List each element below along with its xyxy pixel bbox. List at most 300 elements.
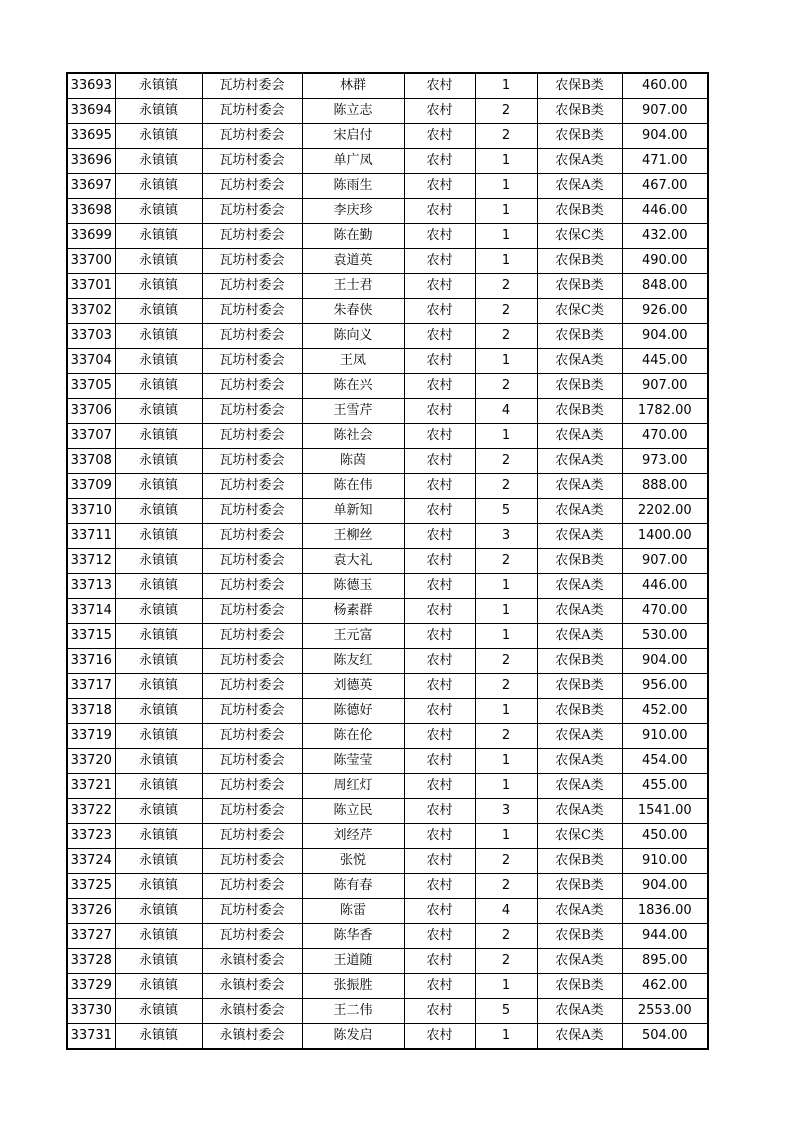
person-name-cell: 陈在兴 xyxy=(302,374,404,399)
record-id-cell: 33714 xyxy=(67,599,115,624)
record-id-cell: 33720 xyxy=(67,749,115,774)
household-count-cell: 1 xyxy=(475,1024,537,1050)
records-table xyxy=(66,72,709,1050)
village-committee-cell: 永镇村委会 xyxy=(202,949,302,974)
area-type-cell: 农村 xyxy=(404,249,475,274)
area-type-cell: 农村 xyxy=(404,324,475,349)
town-cell: 永镇镇 xyxy=(115,874,202,899)
town-cell: 永镇镇 xyxy=(115,99,202,124)
person-name-cell: 刘德英 xyxy=(302,674,404,699)
amount-cell: 530.00 xyxy=(622,624,708,649)
table-row xyxy=(67,449,708,474)
person-name-cell: 朱春侠 xyxy=(302,299,404,324)
insurance-category-cell: 农保A类 xyxy=(537,724,622,749)
amount-cell: 455.00 xyxy=(622,774,708,799)
village-committee-cell: 瓦坊村委会 xyxy=(202,99,302,124)
town-cell: 永镇镇 xyxy=(115,149,202,174)
household-count-cell: 1 xyxy=(475,974,537,999)
amount-cell: 910.00 xyxy=(622,849,708,874)
town-cell: 永镇镇 xyxy=(115,199,202,224)
amount-cell: 462.00 xyxy=(622,974,708,999)
insurance-category-cell: 农保A类 xyxy=(537,474,622,499)
record-id-cell: 33702 xyxy=(67,299,115,324)
area-type-cell: 农村 xyxy=(404,674,475,699)
amount-cell: 470.00 xyxy=(622,424,708,449)
area-type-cell: 农村 xyxy=(404,474,475,499)
area-type-cell: 农村 xyxy=(404,499,475,524)
village-committee-cell: 瓦坊村委会 xyxy=(202,474,302,499)
table-row xyxy=(67,524,708,549)
town-cell: 永镇镇 xyxy=(115,649,202,674)
amount-cell: 1400.00 xyxy=(622,524,708,549)
record-id-cell: 33721 xyxy=(67,774,115,799)
area-type-cell: 农村 xyxy=(404,374,475,399)
village-committee-cell: 瓦坊村委会 xyxy=(202,524,302,549)
insurance-category-cell: 农保A类 xyxy=(537,524,622,549)
person-name-cell: 陈社会 xyxy=(302,424,404,449)
amount-cell: 446.00 xyxy=(622,199,708,224)
person-name-cell: 陈友红 xyxy=(302,649,404,674)
household-count-cell: 1 xyxy=(475,174,537,199)
area-type-cell: 农村 xyxy=(404,574,475,599)
town-cell: 永镇镇 xyxy=(115,974,202,999)
person-name-cell: 王士君 xyxy=(302,274,404,299)
area-type-cell: 农村 xyxy=(404,524,475,549)
village-committee-cell: 瓦坊村委会 xyxy=(202,799,302,824)
area-type-cell: 农村 xyxy=(404,749,475,774)
village-committee-cell: 瓦坊村委会 xyxy=(202,274,302,299)
town-cell: 永镇镇 xyxy=(115,73,202,99)
record-id-cell: 33723 xyxy=(67,824,115,849)
household-count-cell: 1 xyxy=(475,249,537,274)
person-name-cell: 王二伟 xyxy=(302,999,404,1024)
amount-cell: 446.00 xyxy=(622,574,708,599)
area-type-cell: 农村 xyxy=(404,849,475,874)
amount-cell: 452.00 xyxy=(622,699,708,724)
record-id-cell: 33698 xyxy=(67,199,115,224)
amount-cell: 1782.00 xyxy=(622,399,708,424)
household-count-cell: 2 xyxy=(475,724,537,749)
household-count-cell: 1 xyxy=(475,774,537,799)
household-count-cell: 5 xyxy=(475,499,537,524)
record-id-cell: 33730 xyxy=(67,999,115,1024)
area-type-cell: 农村 xyxy=(404,949,475,974)
table-row xyxy=(67,499,708,524)
household-count-cell: 2 xyxy=(475,99,537,124)
household-count-cell: 2 xyxy=(475,124,537,149)
record-id-cell: 33713 xyxy=(67,574,115,599)
person-name-cell: 王雪芹 xyxy=(302,399,404,424)
table-row xyxy=(67,924,708,949)
household-count-cell: 2 xyxy=(475,674,537,699)
town-cell: 永镇镇 xyxy=(115,499,202,524)
amount-cell: 944.00 xyxy=(622,924,708,949)
insurance-category-cell: 农保B类 xyxy=(537,374,622,399)
person-name-cell: 张悦 xyxy=(302,849,404,874)
insurance-category-cell: 农保B类 xyxy=(537,249,622,274)
town-cell: 永镇镇 xyxy=(115,599,202,624)
amount-cell: 910.00 xyxy=(622,724,708,749)
insurance-category-cell: 农保A类 xyxy=(537,599,622,624)
record-id-cell: 33718 xyxy=(67,699,115,724)
insurance-category-cell: 农保B类 xyxy=(537,399,622,424)
record-id-cell: 33704 xyxy=(67,349,115,374)
household-count-cell: 2 xyxy=(475,324,537,349)
person-name-cell: 陈茵 xyxy=(302,449,404,474)
area-type-cell: 农村 xyxy=(404,899,475,924)
household-count-cell: 2 xyxy=(475,549,537,574)
amount-cell: 904.00 xyxy=(622,649,708,674)
insurance-category-cell: 农保C类 xyxy=(537,224,622,249)
record-id-cell: 33715 xyxy=(67,624,115,649)
person-name-cell: 陈雷 xyxy=(302,899,404,924)
person-name-cell: 陈在伟 xyxy=(302,474,404,499)
record-id-cell: 33717 xyxy=(67,674,115,699)
insurance-category-cell: 农保A类 xyxy=(537,149,622,174)
household-count-cell: 1 xyxy=(475,224,537,249)
town-cell: 永镇镇 xyxy=(115,899,202,924)
village-committee-cell: 瓦坊村委会 xyxy=(202,824,302,849)
person-name-cell: 袁大礼 xyxy=(302,549,404,574)
amount-cell: 907.00 xyxy=(622,374,708,399)
area-type-cell: 农村 xyxy=(404,699,475,724)
insurance-category-cell: 农保C类 xyxy=(537,824,622,849)
insurance-category-cell: 农保A类 xyxy=(537,574,622,599)
household-count-cell: 1 xyxy=(475,349,537,374)
town-cell: 永镇镇 xyxy=(115,724,202,749)
amount-cell: 973.00 xyxy=(622,449,708,474)
household-count-cell: 2 xyxy=(475,474,537,499)
person-name-cell: 陈莹莹 xyxy=(302,749,404,774)
household-count-cell: 2 xyxy=(475,874,537,899)
amount-cell: 470.00 xyxy=(622,599,708,624)
table-row xyxy=(67,649,708,674)
person-name-cell: 刘经芹 xyxy=(302,824,404,849)
record-id-cell: 33701 xyxy=(67,274,115,299)
person-name-cell: 王道随 xyxy=(302,949,404,974)
area-type-cell: 农村 xyxy=(404,299,475,324)
village-committee-cell: 瓦坊村委会 xyxy=(202,674,302,699)
amount-cell: 956.00 xyxy=(622,674,708,699)
table-row xyxy=(67,324,708,349)
table-row xyxy=(67,73,708,99)
table-row xyxy=(67,424,708,449)
village-committee-cell: 瓦坊村委会 xyxy=(202,699,302,724)
household-count-cell: 1 xyxy=(475,624,537,649)
amount-cell: 490.00 xyxy=(622,249,708,274)
household-count-cell: 2 xyxy=(475,949,537,974)
town-cell: 永镇镇 xyxy=(115,374,202,399)
area-type-cell: 农村 xyxy=(404,174,475,199)
insurance-category-cell: 农保B类 xyxy=(537,324,622,349)
village-committee-cell: 永镇村委会 xyxy=(202,974,302,999)
person-name-cell: 陈向义 xyxy=(302,324,404,349)
insurance-category-cell: 农保A类 xyxy=(537,449,622,474)
table-row xyxy=(67,399,708,424)
insurance-category-cell: 农保A类 xyxy=(537,499,622,524)
amount-cell: 848.00 xyxy=(622,274,708,299)
household-count-cell: 2 xyxy=(475,374,537,399)
area-type-cell: 农村 xyxy=(404,874,475,899)
area-type-cell: 农村 xyxy=(404,799,475,824)
insurance-category-cell: 农保B类 xyxy=(537,124,622,149)
village-committee-cell: 瓦坊村委会 xyxy=(202,724,302,749)
person-name-cell: 王柳丝 xyxy=(302,524,404,549)
table-row xyxy=(67,999,708,1024)
village-committee-cell: 瓦坊村委会 xyxy=(202,499,302,524)
amount-cell: 471.00 xyxy=(622,149,708,174)
town-cell: 永镇镇 xyxy=(115,749,202,774)
record-id-cell: 33727 xyxy=(67,924,115,949)
area-type-cell: 农村 xyxy=(404,624,475,649)
record-id-cell: 33693 xyxy=(67,73,115,99)
village-committee-cell: 瓦坊村委会 xyxy=(202,574,302,599)
insurance-category-cell: 农保A类 xyxy=(537,749,622,774)
amount-cell: 504.00 xyxy=(622,1024,708,1050)
household-count-cell: 1 xyxy=(475,424,537,449)
town-cell: 永镇镇 xyxy=(115,674,202,699)
area-type-cell: 农村 xyxy=(404,824,475,849)
insurance-category-cell: 农保A类 xyxy=(537,999,622,1024)
area-type-cell: 农村 xyxy=(404,449,475,474)
person-name-cell: 周红灯 xyxy=(302,774,404,799)
table-row xyxy=(67,199,708,224)
person-name-cell: 陈华香 xyxy=(302,924,404,949)
town-cell: 永镇镇 xyxy=(115,824,202,849)
table-row xyxy=(67,349,708,374)
town-cell: 永镇镇 xyxy=(115,774,202,799)
household-count-cell: 2 xyxy=(475,649,537,674)
area-type-cell: 农村 xyxy=(404,974,475,999)
area-type-cell: 农村 xyxy=(404,149,475,174)
record-id-cell: 33726 xyxy=(67,899,115,924)
record-id-cell: 33709 xyxy=(67,474,115,499)
town-cell: 永镇镇 xyxy=(115,124,202,149)
village-committee-cell: 瓦坊村委会 xyxy=(202,599,302,624)
insurance-category-cell: 农保B类 xyxy=(537,674,622,699)
record-id-cell: 33711 xyxy=(67,524,115,549)
village-committee-cell: 瓦坊村委会 xyxy=(202,624,302,649)
town-cell: 永镇镇 xyxy=(115,849,202,874)
town-cell: 永镇镇 xyxy=(115,424,202,449)
village-committee-cell: 瓦坊村委会 xyxy=(202,899,302,924)
town-cell: 永镇镇 xyxy=(115,324,202,349)
table-row xyxy=(67,724,708,749)
village-committee-cell: 瓦坊村委会 xyxy=(202,224,302,249)
amount-cell: 1836.00 xyxy=(622,899,708,924)
amount-cell: 454.00 xyxy=(622,749,708,774)
insurance-category-cell: 农保A类 xyxy=(537,1024,622,1050)
amount-cell: 926.00 xyxy=(622,299,708,324)
village-committee-cell: 瓦坊村委会 xyxy=(202,774,302,799)
table-row xyxy=(67,674,708,699)
area-type-cell: 农村 xyxy=(404,73,475,99)
table-row xyxy=(67,274,708,299)
table-row xyxy=(67,899,708,924)
person-name-cell: 陈德玉 xyxy=(302,574,404,599)
record-id-cell: 33712 xyxy=(67,549,115,574)
village-committee-cell: 瓦坊村委会 xyxy=(202,374,302,399)
record-id-cell: 33710 xyxy=(67,499,115,524)
area-type-cell: 农村 xyxy=(404,1024,475,1050)
village-committee-cell: 瓦坊村委会 xyxy=(202,299,302,324)
insurance-category-cell: 农保A类 xyxy=(537,349,622,374)
record-id-cell: 33705 xyxy=(67,374,115,399)
amount-cell: 467.00 xyxy=(622,174,708,199)
record-id-cell: 33728 xyxy=(67,949,115,974)
person-name-cell: 单新知 xyxy=(302,499,404,524)
record-id-cell: 33700 xyxy=(67,249,115,274)
village-committee-cell: 瓦坊村委会 xyxy=(202,249,302,274)
town-cell: 永镇镇 xyxy=(115,249,202,274)
town-cell: 永镇镇 xyxy=(115,399,202,424)
table-row xyxy=(67,949,708,974)
town-cell: 永镇镇 xyxy=(115,1024,202,1050)
insurance-category-cell: 农保B类 xyxy=(537,274,622,299)
amount-cell: 904.00 xyxy=(622,874,708,899)
person-name-cell: 陈有春 xyxy=(302,874,404,899)
table-row xyxy=(67,124,708,149)
household-count-cell: 5 xyxy=(475,999,537,1024)
amount-cell: 907.00 xyxy=(622,549,708,574)
town-cell: 永镇镇 xyxy=(115,924,202,949)
table-row xyxy=(67,824,708,849)
area-type-cell: 农村 xyxy=(404,224,475,249)
village-committee-cell: 瓦坊村委会 xyxy=(202,424,302,449)
record-id-cell: 33706 xyxy=(67,399,115,424)
household-count-cell: 1 xyxy=(475,599,537,624)
area-type-cell: 农村 xyxy=(404,649,475,674)
insurance-category-cell: 农保A类 xyxy=(537,624,622,649)
area-type-cell: 农村 xyxy=(404,424,475,449)
household-count-cell: 1 xyxy=(475,199,537,224)
household-count-cell: 2 xyxy=(475,849,537,874)
village-committee-cell: 瓦坊村委会 xyxy=(202,399,302,424)
table-row xyxy=(67,224,708,249)
table-row xyxy=(67,99,708,124)
amount-cell: 904.00 xyxy=(622,124,708,149)
insurance-category-cell: 农保B类 xyxy=(537,874,622,899)
record-id-cell: 33707 xyxy=(67,424,115,449)
town-cell: 永镇镇 xyxy=(115,299,202,324)
table-row xyxy=(67,174,708,199)
record-id-cell: 33708 xyxy=(67,449,115,474)
village-committee-cell: 永镇村委会 xyxy=(202,999,302,1024)
household-count-cell: 1 xyxy=(475,824,537,849)
record-id-cell: 33731 xyxy=(67,1024,115,1050)
household-count-cell: 2 xyxy=(475,274,537,299)
insurance-category-cell: 农保B类 xyxy=(537,549,622,574)
table-row xyxy=(67,699,708,724)
area-type-cell: 农村 xyxy=(404,274,475,299)
table-row xyxy=(67,1024,708,1050)
village-committee-cell: 瓦坊村委会 xyxy=(202,749,302,774)
table-row xyxy=(67,149,708,174)
person-name-cell: 宋启付 xyxy=(302,124,404,149)
table-row xyxy=(67,774,708,799)
table-row xyxy=(67,474,708,499)
village-committee-cell: 瓦坊村委会 xyxy=(202,124,302,149)
town-cell: 永镇镇 xyxy=(115,949,202,974)
insurance-category-cell: 农保B类 xyxy=(537,924,622,949)
village-committee-cell: 瓦坊村委会 xyxy=(202,874,302,899)
record-id-cell: 33722 xyxy=(67,799,115,824)
town-cell: 永镇镇 xyxy=(115,349,202,374)
village-committee-cell: 永镇村委会 xyxy=(202,1024,302,1050)
table-row xyxy=(67,299,708,324)
town-cell: 永镇镇 xyxy=(115,549,202,574)
table-row xyxy=(67,249,708,274)
area-type-cell: 农村 xyxy=(404,99,475,124)
insurance-category-cell: 农保B类 xyxy=(537,849,622,874)
record-id-cell: 33703 xyxy=(67,324,115,349)
village-committee-cell: 瓦坊村委会 xyxy=(202,149,302,174)
insurance-category-cell: 农保A类 xyxy=(537,899,622,924)
household-count-cell: 1 xyxy=(475,574,537,599)
village-committee-cell: 瓦坊村委会 xyxy=(202,649,302,674)
household-count-cell: 3 xyxy=(475,799,537,824)
table-row xyxy=(67,874,708,899)
area-type-cell: 农村 xyxy=(404,924,475,949)
insurance-category-cell: 农保A类 xyxy=(537,799,622,824)
person-name-cell: 张振胜 xyxy=(302,974,404,999)
table-row xyxy=(67,799,708,824)
amount-cell: 432.00 xyxy=(622,224,708,249)
record-id-cell: 33696 xyxy=(67,149,115,174)
village-committee-cell: 瓦坊村委会 xyxy=(202,549,302,574)
insurance-category-cell: 农保B类 xyxy=(537,73,622,99)
amount-cell: 2202.00 xyxy=(622,499,708,524)
person-name-cell: 陈立民 xyxy=(302,799,404,824)
town-cell: 永镇镇 xyxy=(115,474,202,499)
town-cell: 永镇镇 xyxy=(115,274,202,299)
household-count-cell: 2 xyxy=(475,924,537,949)
amount-cell: 895.00 xyxy=(622,949,708,974)
insurance-category-cell: 农保A类 xyxy=(537,774,622,799)
record-id-cell: 33697 xyxy=(67,174,115,199)
insurance-category-cell: 农保B类 xyxy=(537,974,622,999)
record-id-cell: 33694 xyxy=(67,99,115,124)
town-cell: 永镇镇 xyxy=(115,224,202,249)
village-committee-cell: 瓦坊村委会 xyxy=(202,174,302,199)
table-row xyxy=(67,624,708,649)
household-count-cell: 1 xyxy=(475,73,537,99)
area-type-cell: 农村 xyxy=(404,349,475,374)
record-id-cell: 33725 xyxy=(67,874,115,899)
area-type-cell: 农村 xyxy=(404,199,475,224)
person-name-cell: 王元富 xyxy=(302,624,404,649)
table-row xyxy=(67,374,708,399)
village-committee-cell: 瓦坊村委会 xyxy=(202,924,302,949)
person-name-cell: 陈德好 xyxy=(302,699,404,724)
record-id-cell: 33699 xyxy=(67,224,115,249)
village-committee-cell: 瓦坊村委会 xyxy=(202,73,302,99)
insurance-category-cell: 农保B类 xyxy=(537,649,622,674)
person-name-cell: 王凤 xyxy=(302,349,404,374)
insurance-category-cell: 农保B类 xyxy=(537,699,622,724)
town-cell: 永镇镇 xyxy=(115,524,202,549)
area-type-cell: 农村 xyxy=(404,724,475,749)
town-cell: 永镇镇 xyxy=(115,799,202,824)
household-count-cell: 4 xyxy=(475,399,537,424)
amount-cell: 460.00 xyxy=(622,73,708,99)
amount-cell: 2553.00 xyxy=(622,999,708,1024)
table-row xyxy=(67,974,708,999)
amount-cell: 445.00 xyxy=(622,349,708,374)
household-count-cell: 2 xyxy=(475,299,537,324)
person-name-cell: 陈雨生 xyxy=(302,174,404,199)
area-type-cell: 农村 xyxy=(404,774,475,799)
